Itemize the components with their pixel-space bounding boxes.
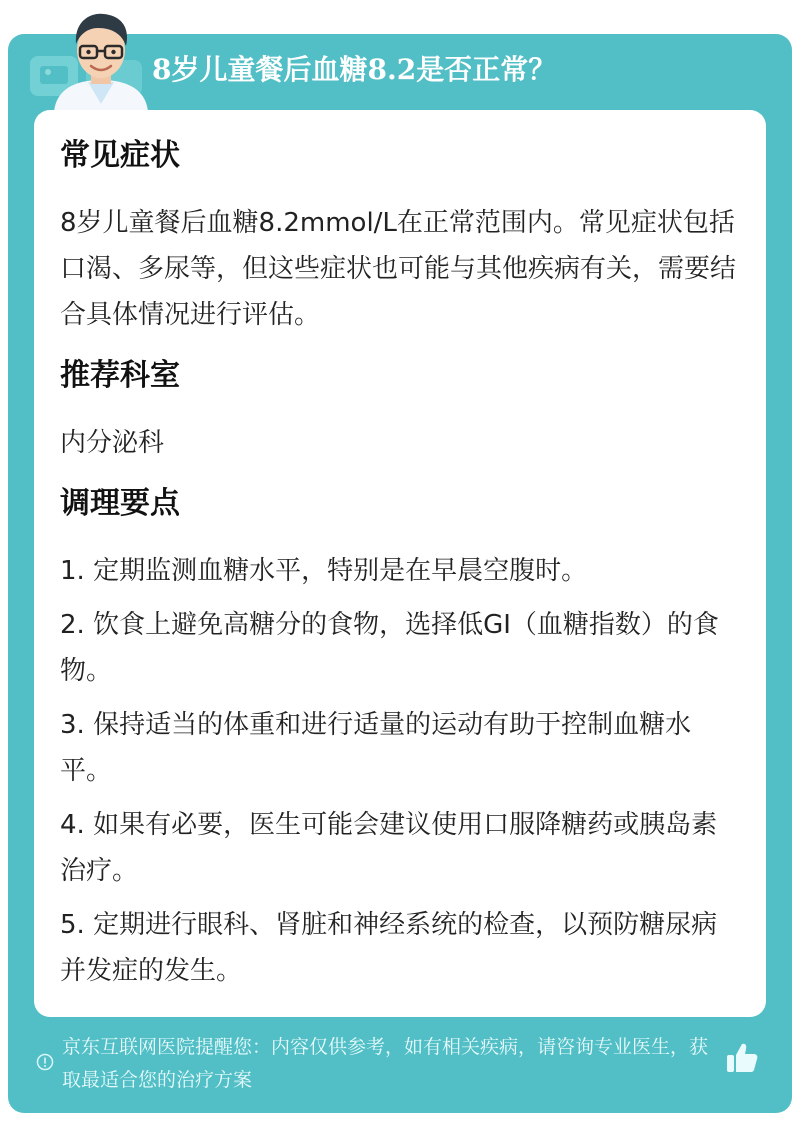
list-item: 5. 定期进行眼科、肾脏和神经系统的检查，以预防糖尿病并发症的发生。 (60, 910, 718, 986)
section-heading-care: 调理要点 (60, 486, 180, 521)
doctor-avatar (46, 8, 156, 112)
section-heading-symptoms: 常见症状 (60, 138, 180, 173)
page-title: 8岁儿童餐后血糖8.2是否正常？ (152, 53, 557, 86)
section-heading-department: 推荐科室 (60, 358, 180, 393)
thumbs-up-icon[interactable] (724, 1040, 760, 1076)
disclaimer (36, 1031, 726, 1097)
list-item: 1. 定期监测血糖水平，特别是在早晨空腹时。 (60, 556, 588, 586)
symptoms-text: 8岁儿童餐后血糖8.2mmol/L在正常范围内。常见症状包括口渴、多尿等，但这些症状也可能与其他疾病有关，需要结合具体情况进行评估。 (60, 208, 737, 330)
disclaimer-text: 京东互联网医院提醒您：内容仅供参考，如有相关疾病，请咨询专业医生，获取最适合您的治疗方案 (62, 1036, 709, 1091)
list-item: 3. 保持适当的体重和进行适量的运动有助于控制血糖水平。 (60, 710, 692, 786)
info-icon (36, 1053, 54, 1071)
list-item: 2. 饮食上避免高糖分的食物，选择低GI（血糖指数）的食物。 (60, 610, 719, 686)
content-card (34, 110, 766, 1017)
list-item: 4. 如果有必要，医生可能会建议使用口服降糖药或胰岛素治疗。 (60, 810, 718, 886)
department-text: 内分泌科 (60, 428, 165, 458)
care-list (60, 548, 740, 994)
